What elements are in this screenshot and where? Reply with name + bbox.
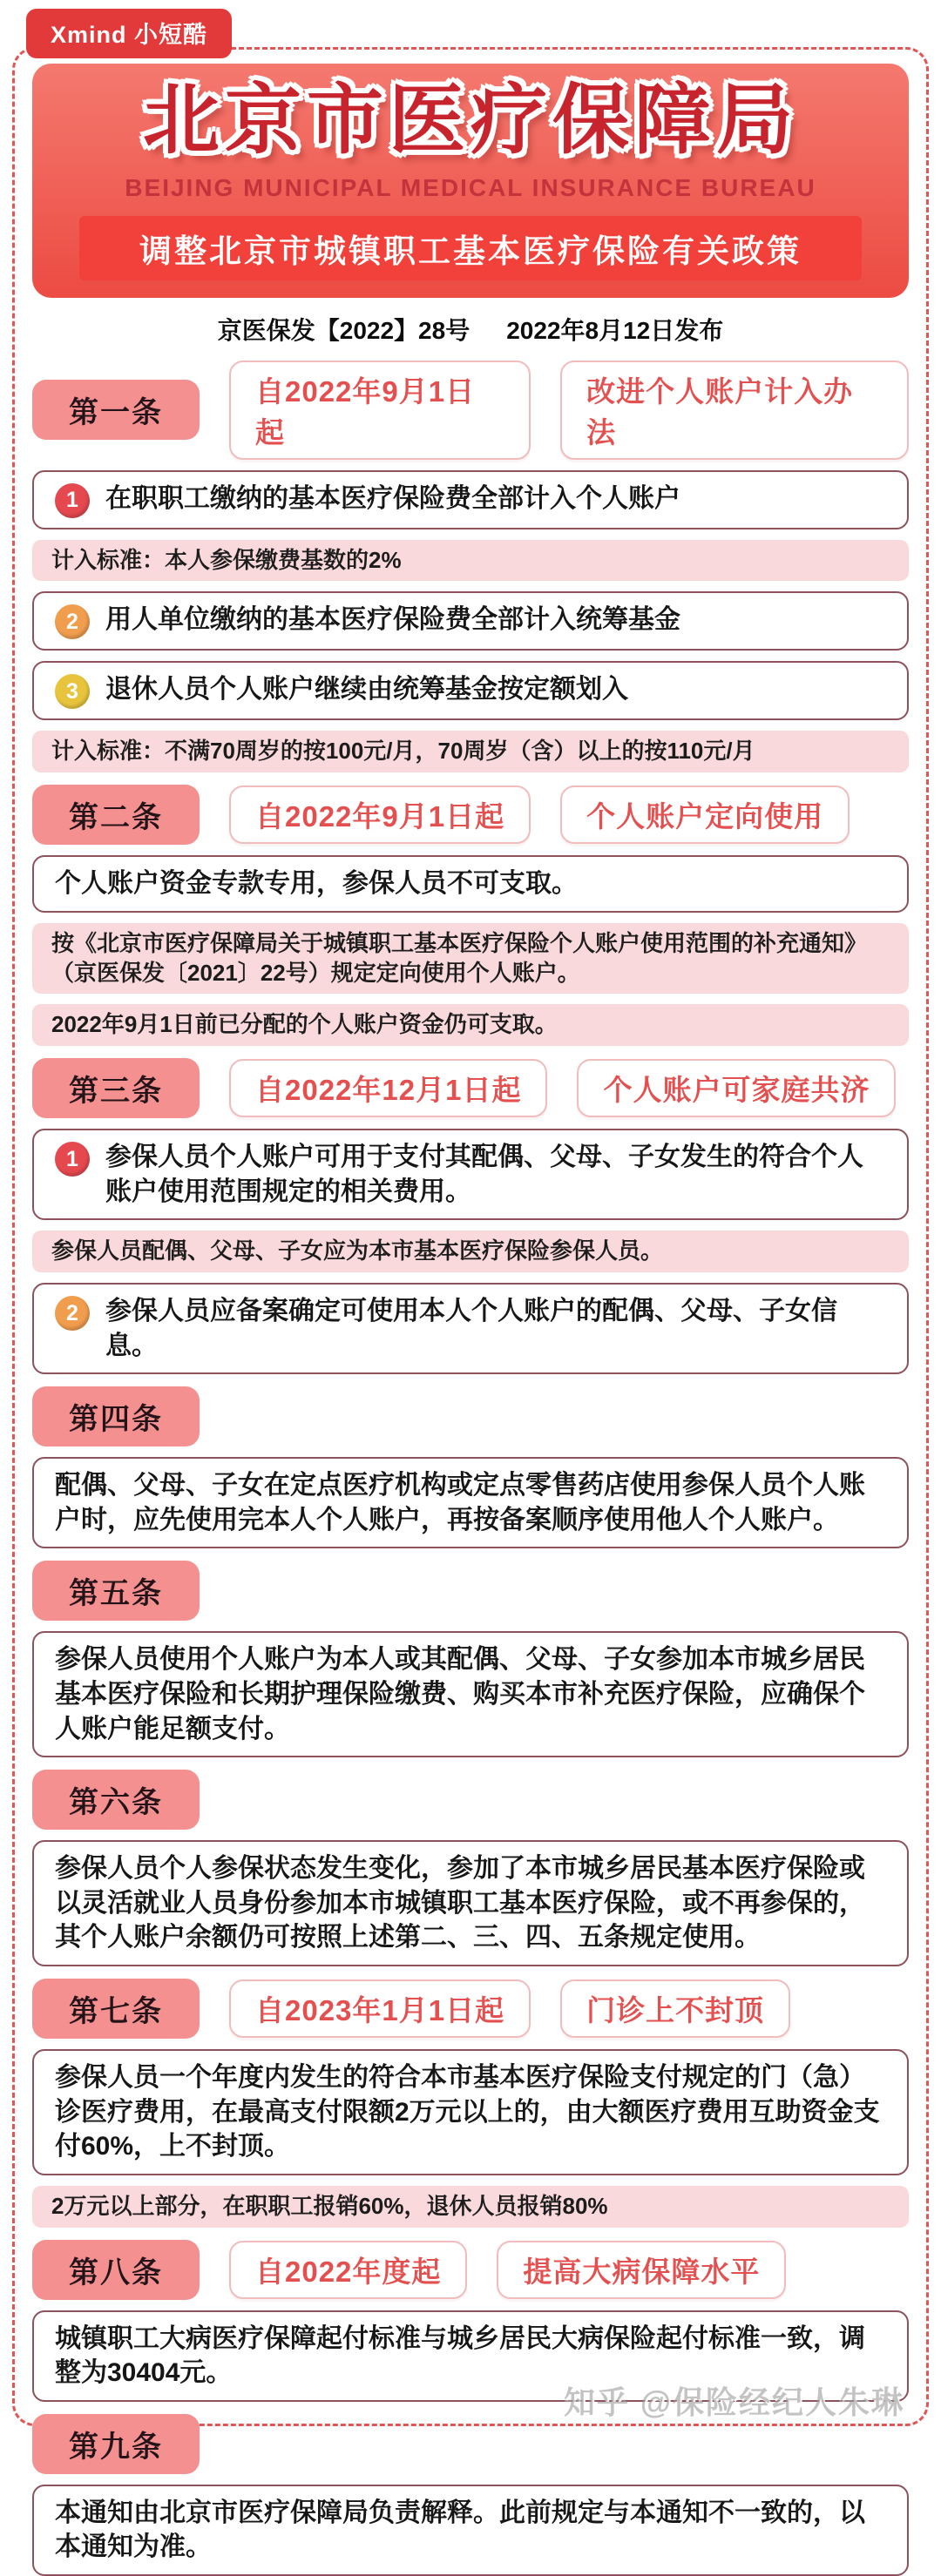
section-9-header — [32, 2414, 909, 2474]
section-4-header — [32, 1386, 909, 1446]
section-1-header — [32, 361, 909, 460]
section-5-box — [32, 1631, 909, 1757]
section-3-note-1: 参保人员配偶、父母、子女应为本市基本医疗保险参保人员。 — [32, 1231, 909, 1272]
section-2-note-2: 2022年9月1日前已分配的个人账户资金仍可支取。 — [32, 1004, 909, 1046]
section-8-topic-badge: 提高大病保障水平 — [497, 2241, 786, 2299]
section-2-box-text: 个人账户资金专款专用，参保人员不可支取。 — [55, 869, 578, 899]
section-7-date-badge: 自2023年1月1日起 — [229, 1979, 531, 2038]
section-5-box-text: 参保人员使用个人账户为本人或其配偶、父母、子女参加本市城乡居民基本医疗保险和长期护理保险缴费、购买本市补充医疗保险，应确保个人账户能足额支付。 — [55, 1645, 865, 1743]
number-2-icon: 2 — [55, 604, 90, 639]
section-3-date-badge: 自2022年12月1日起 — [229, 1059, 547, 1117]
section-3-header — [32, 1058, 909, 1118]
section-8-header — [32, 2240, 909, 2300]
section-1-item-1 — [32, 470, 909, 529]
section-2-header — [32, 785, 909, 845]
section-1-label: 第一条 — [32, 380, 200, 440]
section-2-box — [32, 855, 909, 913]
section-6-box-text: 参保人员个人参保状态发生变化，参加了本市城乡居民基本医疗保险或以灵活就业人员身份参加本市城镇职工基本医疗保险，或不再参保的，其个人账户余额仍可按照上述第二、三、四、五条规定使用。 — [55, 1854, 865, 1952]
section-4-box — [32, 1457, 909, 1548]
section-7-box-text: 参保人员一个年度内发生的符合本市基本医疗保险支付规定的门（急）诊医疗费用，在最高支付限额2万元以上的，由大额医疗费用互助资金支付60%，上不封顶。 — [55, 2063, 880, 2161]
section-7-header — [32, 1979, 909, 2039]
policy-banner: 调整北京市城镇职工基本医疗保险有关政策 — [79, 216, 862, 280]
publish-date: 2022年8月12日发布 — [506, 316, 724, 344]
zhihu-watermark: 知乎 @保险经纪人朱琳 — [563, 2384, 904, 2420]
document-number: 京医保发【2022】28号 — [217, 316, 470, 344]
section-3-item-2 — [32, 1283, 909, 1374]
section-1-item-2 — [32, 591, 909, 651]
section-3-item-2-text: 参保人员应备案确定可使用本人个人账户的配偶、父母、子女信息。 — [105, 1297, 837, 1360]
section-2-note-1: 按《北京市医疗保障局关于城镇职工基本医疗保险个人账户使用范围的补充通知》（京医保发〔2021〕22号）规定定向使用个人账户。 — [32, 923, 909, 995]
section-8-box-text: 城镇职工大病医疗保障起付标准与城乡居民大病保险起付标准一致，调整为30404元。 — [55, 2323, 865, 2388]
section-1-item-3 — [32, 661, 909, 720]
header — [32, 64, 909, 298]
poster-frame — [12, 47, 929, 2562]
section-1-note-2: 计入标准：不满70周岁的按100元/月，70周岁（含）以上的按110元/月 — [32, 731, 909, 772]
section-6-box — [32, 1840, 909, 1966]
section-3-item-1-text: 参保人员个人账户可用于支付其配偶、父母、子女发生的符合个人账户使用范围规定的相关费用。 — [105, 1143, 863, 1206]
number-1-icon: 1 — [55, 1142, 90, 1177]
page-title-english: BEIJING MUNICIPAL MEDICAL INSURANCE BUREAU — [125, 173, 816, 201]
section-8-date-badge: 自2022年度起 — [229, 2241, 467, 2299]
number-3-icon: 3 — [55, 674, 90, 709]
document-meta — [32, 312, 909, 347]
section-1-item-3-text: 退休人员个人账户继续由统筹基金按定额划入 — [105, 675, 628, 705]
section-4-box-text: 配偶、父母、子女在定点医疗机构或定点零售药店使用参保人员个人账户时，应先使用完本人个人账户，再按备案顺序使用他人个人账户。 — [55, 1471, 865, 1534]
section-1-item-1-text: 在职职工缴纳的基本医疗保险费全部计入个人账户 — [105, 483, 680, 513]
section-5-label: 第五条 — [32, 1561, 200, 1621]
section-4-label: 第四条 — [32, 1386, 200, 1446]
section-1-item-2-text: 用人单位缴纳的基本医疗保险费全部计入统筹基金 — [105, 605, 680, 635]
section-6-header — [32, 1770, 909, 1830]
section-9-box-text: 本通知由北京市医疗保障局负责解释。此前规定与本通知不一致的，以本通知为准。 — [55, 2498, 865, 2562]
number-2-icon: 2 — [55, 1296, 90, 1331]
section-8-label: 第八条 — [32, 2240, 200, 2300]
section-9-label: 第九条 — [32, 2414, 200, 2474]
section-1-date-badge: 自2022年9月1日起 — [229, 361, 531, 460]
section-7-box — [32, 2049, 909, 2175]
section-9-box — [32, 2485, 909, 2576]
section-7-topic-badge: 门诊上不封顶 — [560, 1979, 790, 2038]
section-3-topic-badge: 个人账户可家庭共济 — [577, 1059, 896, 1117]
section-2-topic-badge: 个人账户定向使用 — [560, 786, 850, 844]
section-7-label: 第七条 — [32, 1979, 200, 2039]
section-2-label: 第二条 — [32, 785, 200, 845]
brand-badge: Xmind 小短酷 — [26, 9, 232, 58]
section-2-date-badge: 自2022年9月1日起 — [229, 786, 531, 844]
section-1-topic-badge: 改进个人账户计入办法 — [560, 361, 909, 460]
page-title: 北京市医疗保障局 — [142, 77, 798, 163]
section-3-label: 第三条 — [32, 1058, 200, 1118]
section-1-note-1: 计入标准：本人参保缴费基数的2% — [32, 540, 909, 582]
section-7-note-1: 2万元以上部分，在职职工报销60%，退休人员报销80% — [32, 2186, 909, 2228]
section-5-header — [32, 1561, 909, 1621]
section-3-item-1 — [32, 1129, 909, 1220]
number-1-icon: 1 — [55, 483, 90, 518]
section-6-label: 第六条 — [32, 1770, 200, 1830]
